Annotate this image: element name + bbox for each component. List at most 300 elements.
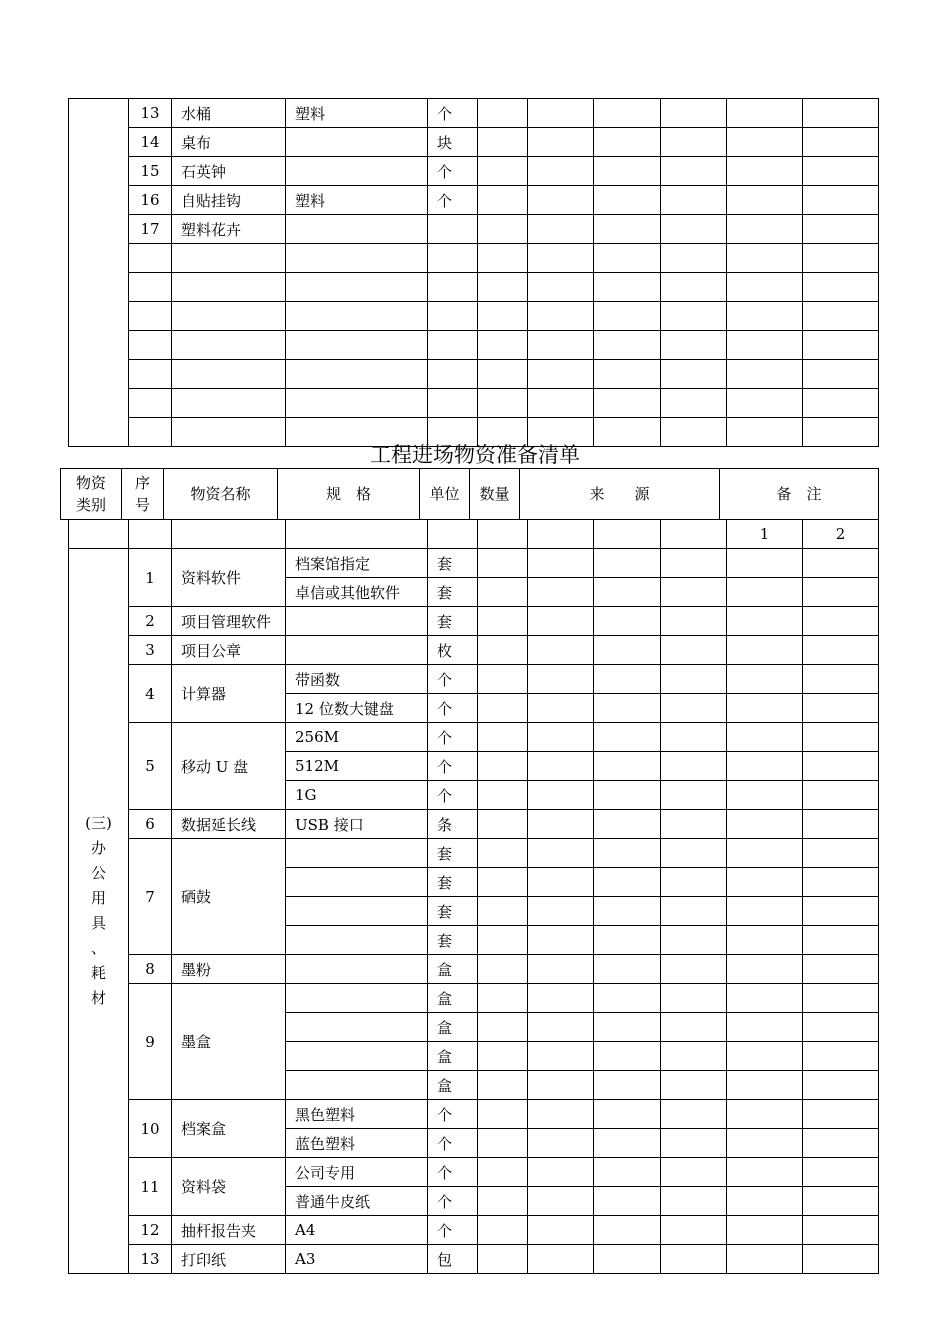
- empty-cell: [594, 244, 661, 273]
- item-spec: [286, 926, 428, 955]
- header-row: [61, 469, 879, 520]
- top-table-body: [69, 99, 879, 447]
- item-unit: 个: [428, 694, 478, 723]
- empty-cell: [803, 1158, 879, 1187]
- empty-cell: [594, 868, 661, 897]
- empty-cell: [803, 360, 879, 389]
- item-no: 15: [129, 157, 172, 186]
- empty-cell: [803, 578, 879, 607]
- empty-cell: [727, 389, 803, 418]
- empty-cell: [594, 1187, 661, 1216]
- item-spec: [286, 331, 428, 360]
- empty-cell: [528, 781, 594, 810]
- item-unit: 个: [428, 665, 478, 694]
- empty-cell: [478, 781, 528, 810]
- item-no: 14: [129, 128, 172, 157]
- empty-cell: [478, 389, 528, 418]
- empty-cell: [594, 665, 661, 694]
- empty-cell: [803, 302, 879, 331]
- empty-cell: [594, 897, 661, 926]
- empty-cell: [478, 1129, 528, 1158]
- item-unit: 套: [428, 607, 478, 636]
- item-no: [129, 244, 172, 273]
- item-unit: 套: [428, 926, 478, 955]
- item-spec: 12 位数大键盘: [286, 694, 428, 723]
- empty-cell: [594, 1216, 661, 1245]
- empty-cell: [803, 781, 879, 810]
- empty-cell: [727, 1245, 803, 1274]
- empty-cell: [727, 360, 803, 389]
- item-unit: 套: [428, 549, 478, 578]
- empty-cell: [661, 157, 727, 186]
- empty-cell: [478, 636, 528, 665]
- empty-cell: [594, 636, 661, 665]
- empty-cell: [803, 389, 879, 418]
- table-row: [69, 273, 879, 302]
- empty-cell: [594, 1071, 661, 1100]
- empty-cell: [528, 549, 594, 578]
- empty-cell: [594, 1042, 661, 1071]
- empty-cell: [803, 1187, 879, 1216]
- item-spec: [286, 868, 428, 897]
- empty-cell: [661, 244, 727, 273]
- empty-cell: [661, 215, 727, 244]
- item-name: [172, 360, 286, 389]
- empty-cell: [594, 128, 661, 157]
- item-no: [129, 302, 172, 331]
- item-unit: 个: [428, 157, 478, 186]
- item-spec: 公司专用: [286, 1158, 428, 1187]
- empty-cell: [528, 244, 594, 273]
- item-unit: 个: [428, 1129, 478, 1158]
- empty-cell: [661, 723, 727, 752]
- empty-cell: [528, 1158, 594, 1187]
- item-no: [129, 389, 172, 418]
- empty-cell: [528, 99, 594, 128]
- empty-cell: [528, 302, 594, 331]
- empty-cell: [478, 99, 528, 128]
- item-no: 13: [129, 99, 172, 128]
- item-name: 硒鼓: [172, 839, 286, 955]
- item-no: 16: [129, 186, 172, 215]
- empty-cell: [478, 955, 528, 984]
- item-name: [172, 302, 286, 331]
- empty-cell: [478, 360, 528, 389]
- empty-cell: [727, 1013, 803, 1042]
- empty-cell: [727, 1071, 803, 1100]
- empty-cell: [803, 694, 879, 723]
- empty-cell: [661, 578, 727, 607]
- table-row: [69, 99, 879, 128]
- item-unit: [428, 389, 478, 418]
- table-row: [69, 1158, 879, 1187]
- empty-cell: [661, 128, 727, 157]
- table-row: [69, 244, 879, 273]
- empty-cell: [528, 1187, 594, 1216]
- empty-cell: [478, 244, 528, 273]
- item-spec: 卓信或其他软件: [286, 578, 428, 607]
- empty-cell: [803, 984, 879, 1013]
- empty-cell: [727, 694, 803, 723]
- item-spec: 档案馆指定: [286, 549, 428, 578]
- empty-cell: [803, 868, 879, 897]
- table-row: [69, 839, 879, 868]
- empty-cell: [478, 1042, 528, 1071]
- empty-cell: [727, 665, 803, 694]
- header-qty: 数量: [470, 469, 520, 520]
- empty-cell: [594, 723, 661, 752]
- item-spec: [286, 244, 428, 273]
- empty-cell: [528, 128, 594, 157]
- empty-cell: [478, 897, 528, 926]
- header-no: 序 号: [122, 469, 164, 520]
- item-no: 2: [129, 607, 172, 636]
- main-table-body: [69, 520, 879, 1274]
- empty-cell: [803, 607, 879, 636]
- item-no: 4: [129, 665, 172, 723]
- main-table: [68, 519, 879, 1274]
- empty-cell: [478, 752, 528, 781]
- empty-cell: [661, 389, 727, 418]
- empty-cell: [803, 244, 879, 273]
- item-no: 7: [129, 839, 172, 955]
- empty-cell: [727, 128, 803, 157]
- empty-cell: [478, 1100, 528, 1129]
- item-unit: [428, 273, 478, 302]
- empty-cell: [528, 665, 594, 694]
- empty-cell: [528, 607, 594, 636]
- empty-cell: [803, 955, 879, 984]
- empty-cell: [594, 302, 661, 331]
- item-spec: [286, 360, 428, 389]
- empty-cell: [594, 578, 661, 607]
- item-unit: [428, 215, 478, 244]
- category-cell: [69, 99, 129, 447]
- empty-cell: [528, 810, 594, 839]
- empty-cell: [594, 157, 661, 186]
- item-spec: [286, 128, 428, 157]
- empty-cell: [528, 157, 594, 186]
- empty-cell: [727, 868, 803, 897]
- header-spec: 规 格: [278, 469, 420, 520]
- empty-cell: [661, 781, 727, 810]
- remark-col-2: 2: [803, 520, 879, 549]
- item-unit: 套: [428, 578, 478, 607]
- empty-cell: [803, 215, 879, 244]
- item-spec: [286, 157, 428, 186]
- empty-cell: [528, 694, 594, 723]
- item-unit: 个: [428, 781, 478, 810]
- empty-cell: [803, 99, 879, 128]
- empty-cell: [661, 1187, 727, 1216]
- item-no: [129, 273, 172, 302]
- empty-cell: [528, 389, 594, 418]
- item-no: 3: [129, 636, 172, 665]
- top-table: [68, 98, 879, 447]
- item-spec: [286, 636, 428, 665]
- item-no: 1: [129, 549, 172, 607]
- empty-cell: [528, 331, 594, 360]
- empty-cell: [661, 636, 727, 665]
- empty-cell: [478, 1216, 528, 1245]
- item-unit: [428, 360, 478, 389]
- empty-cell: [478, 1245, 528, 1274]
- empty-cell: [594, 1245, 661, 1274]
- empty-cell: [528, 1245, 594, 1274]
- item-unit: 盒: [428, 1071, 478, 1100]
- item-unit: 盒: [428, 955, 478, 984]
- empty-cell: [727, 984, 803, 1013]
- empty-cell: [528, 273, 594, 302]
- empty-cell: [661, 665, 727, 694]
- empty-cell: [528, 897, 594, 926]
- empty-cell: [528, 752, 594, 781]
- empty-cell: [661, 1245, 727, 1274]
- item-name: 石英钟: [172, 157, 286, 186]
- item-spec: A4: [286, 1216, 428, 1245]
- empty-cell: [727, 186, 803, 215]
- empty-cell: [803, 723, 879, 752]
- header-table: [60, 468, 879, 520]
- empty-cell: [661, 302, 727, 331]
- item-name: [172, 273, 286, 302]
- item-spec: 512M: [286, 752, 428, 781]
- empty-cell: [661, 1042, 727, 1071]
- empty-cell: [803, 1100, 879, 1129]
- item-name: [172, 389, 286, 418]
- empty-cell: [661, 810, 727, 839]
- empty-cell: [661, 752, 727, 781]
- empty-cell: [478, 186, 528, 215]
- empty-cell: [661, 99, 727, 128]
- empty-cell: [803, 752, 879, 781]
- document-title: 工程进场物资准备清单: [370, 443, 580, 467]
- item-no: 10: [129, 1100, 172, 1158]
- empty-cell: [528, 984, 594, 1013]
- empty-cell: [478, 157, 528, 186]
- item-unit: 个: [428, 186, 478, 215]
- item-no: 9: [129, 984, 172, 1100]
- empty-cell: [727, 1129, 803, 1158]
- empty-cell: [661, 1129, 727, 1158]
- empty-cell: [594, 839, 661, 868]
- empty-cell: [661, 273, 727, 302]
- empty-cell: [727, 752, 803, 781]
- item-spec: 256M: [286, 723, 428, 752]
- empty-cell: [594, 186, 661, 215]
- empty-cell: [727, 839, 803, 868]
- table-row: [69, 1216, 879, 1245]
- empty-cell: [661, 360, 727, 389]
- item-spec: [286, 215, 428, 244]
- empty-cell: [803, 186, 879, 215]
- item-no: 6: [129, 810, 172, 839]
- empty-cell: [528, 868, 594, 897]
- table-row: [69, 723, 879, 752]
- item-spec: [286, 273, 428, 302]
- empty-cell: [594, 360, 661, 389]
- empty-cell: [594, 1013, 661, 1042]
- empty-cell: [478, 984, 528, 1013]
- empty-cell: [478, 1071, 528, 1100]
- table-row: [69, 1245, 879, 1274]
- empty-cell: [594, 273, 661, 302]
- item-name: 资料软件: [172, 549, 286, 607]
- item-name: 移动 U 盘: [172, 723, 286, 810]
- item-unit: 个: [428, 752, 478, 781]
- header-source: 来 源: [520, 469, 720, 520]
- empty-cell: [727, 926, 803, 955]
- table-row: [69, 810, 879, 839]
- empty-cell: [803, 636, 879, 665]
- empty-cell: [594, 389, 661, 418]
- empty-cell: [528, 360, 594, 389]
- remark-col-1: 1: [727, 520, 803, 549]
- empty-cell: [727, 723, 803, 752]
- item-spec: 塑料: [286, 99, 428, 128]
- empty-cell: [661, 868, 727, 897]
- item-spec: [286, 1013, 428, 1042]
- item-spec: A3: [286, 1245, 428, 1274]
- empty-cell: [594, 99, 661, 128]
- item-unit: 块: [428, 128, 478, 157]
- item-spec: 蓝色塑料: [286, 1129, 428, 1158]
- empty-cell: [528, 578, 594, 607]
- table-row: [69, 1100, 879, 1129]
- empty-cell: [727, 955, 803, 984]
- item-unit: [428, 331, 478, 360]
- empty-cell: [727, 781, 803, 810]
- empty-cell: [727, 897, 803, 926]
- empty-cell: [478, 926, 528, 955]
- empty-cell: [661, 1216, 727, 1245]
- item-unit: 个: [428, 1158, 478, 1187]
- item-unit: 包: [428, 1245, 478, 1274]
- item-name: [172, 331, 286, 360]
- item-spec: 1G: [286, 781, 428, 810]
- item-spec: 带函数: [286, 665, 428, 694]
- empty-cell: [661, 1071, 727, 1100]
- item-unit: 盒: [428, 1013, 478, 1042]
- item-spec: 黑色塑料: [286, 1100, 428, 1129]
- empty-cell: [661, 984, 727, 1013]
- item-name: [172, 244, 286, 273]
- item-name: 计算器: [172, 665, 286, 723]
- item-unit: [428, 244, 478, 273]
- item-unit: 盒: [428, 1042, 478, 1071]
- table-row: [69, 955, 879, 984]
- empty-cell: [594, 926, 661, 955]
- empty-cell: [661, 839, 727, 868]
- category-label: (三) 办 公 用 具 、 耗 材: [69, 549, 129, 1274]
- empty-cell: [594, 1158, 661, 1187]
- empty-cell: [478, 694, 528, 723]
- empty-cell: [803, 1216, 879, 1245]
- item-unit: 个: [428, 1216, 478, 1245]
- empty-cell: [594, 752, 661, 781]
- item-unit: 条: [428, 810, 478, 839]
- empty-cell: [528, 1216, 594, 1245]
- item-no: 13: [129, 1245, 172, 1274]
- item-unit: 个: [428, 1187, 478, 1216]
- item-spec: [286, 607, 428, 636]
- table-row: [69, 607, 879, 636]
- table-row: [69, 360, 879, 389]
- item-name: 墨盒: [172, 984, 286, 1100]
- item-name: 数据延长线: [172, 810, 286, 839]
- empty-cell: [528, 1013, 594, 1042]
- empty-cell: [803, 897, 879, 926]
- empty-cell: [478, 128, 528, 157]
- empty-cell: [727, 1100, 803, 1129]
- item-unit: 套: [428, 868, 478, 897]
- empty-cell: [803, 1013, 879, 1042]
- item-spec: [286, 984, 428, 1013]
- item-unit: 套: [428, 897, 478, 926]
- item-name: 桌布: [172, 128, 286, 157]
- empty-cell: [803, 665, 879, 694]
- empty-cell: [478, 1158, 528, 1187]
- item-name: 打印纸: [172, 1245, 286, 1274]
- item-no: 8: [129, 955, 172, 984]
- empty-cell: [478, 302, 528, 331]
- empty-cell: [594, 1100, 661, 1129]
- empty-cell: [661, 1100, 727, 1129]
- table-row: [69, 389, 879, 418]
- empty-cell: [803, 839, 879, 868]
- empty-cell: [478, 839, 528, 868]
- empty-cell: [803, 926, 879, 955]
- item-spec: [286, 1071, 428, 1100]
- empty-cell: [478, 723, 528, 752]
- empty-cell: [661, 549, 727, 578]
- empty-cell: [594, 215, 661, 244]
- item-name: 抽杆报告夹: [172, 1216, 286, 1245]
- empty-cell: [478, 331, 528, 360]
- table-row: [69, 157, 879, 186]
- item-name: 项目管理软件: [172, 607, 286, 636]
- empty-cell: [594, 781, 661, 810]
- table-row: [69, 128, 879, 157]
- empty-cell: [478, 578, 528, 607]
- empty-cell: [727, 1042, 803, 1071]
- table-row: [69, 331, 879, 360]
- empty-cell: [727, 99, 803, 128]
- empty-cell: [528, 723, 594, 752]
- empty-cell: [594, 1129, 661, 1158]
- table-row: [69, 984, 879, 1013]
- item-spec: [286, 839, 428, 868]
- item-unit: 枚: [428, 636, 478, 665]
- empty-cell: [727, 1158, 803, 1187]
- empty-cell: [528, 926, 594, 955]
- empty-cell: [727, 1216, 803, 1245]
- header-name: 物资名称: [164, 469, 278, 520]
- empty-cell: [478, 549, 528, 578]
- empty-cell: [528, 839, 594, 868]
- item-spec: [286, 955, 428, 984]
- empty-cell: [803, 157, 879, 186]
- item-no: 5: [129, 723, 172, 810]
- header-remark: 备 注: [720, 469, 879, 520]
- empty-cell: [661, 331, 727, 360]
- item-spec: [286, 302, 428, 331]
- table-row: [69, 636, 879, 665]
- empty-cell: [661, 955, 727, 984]
- empty-cell: [478, 607, 528, 636]
- item-spec: [286, 1042, 428, 1071]
- item-unit: 套: [428, 839, 478, 868]
